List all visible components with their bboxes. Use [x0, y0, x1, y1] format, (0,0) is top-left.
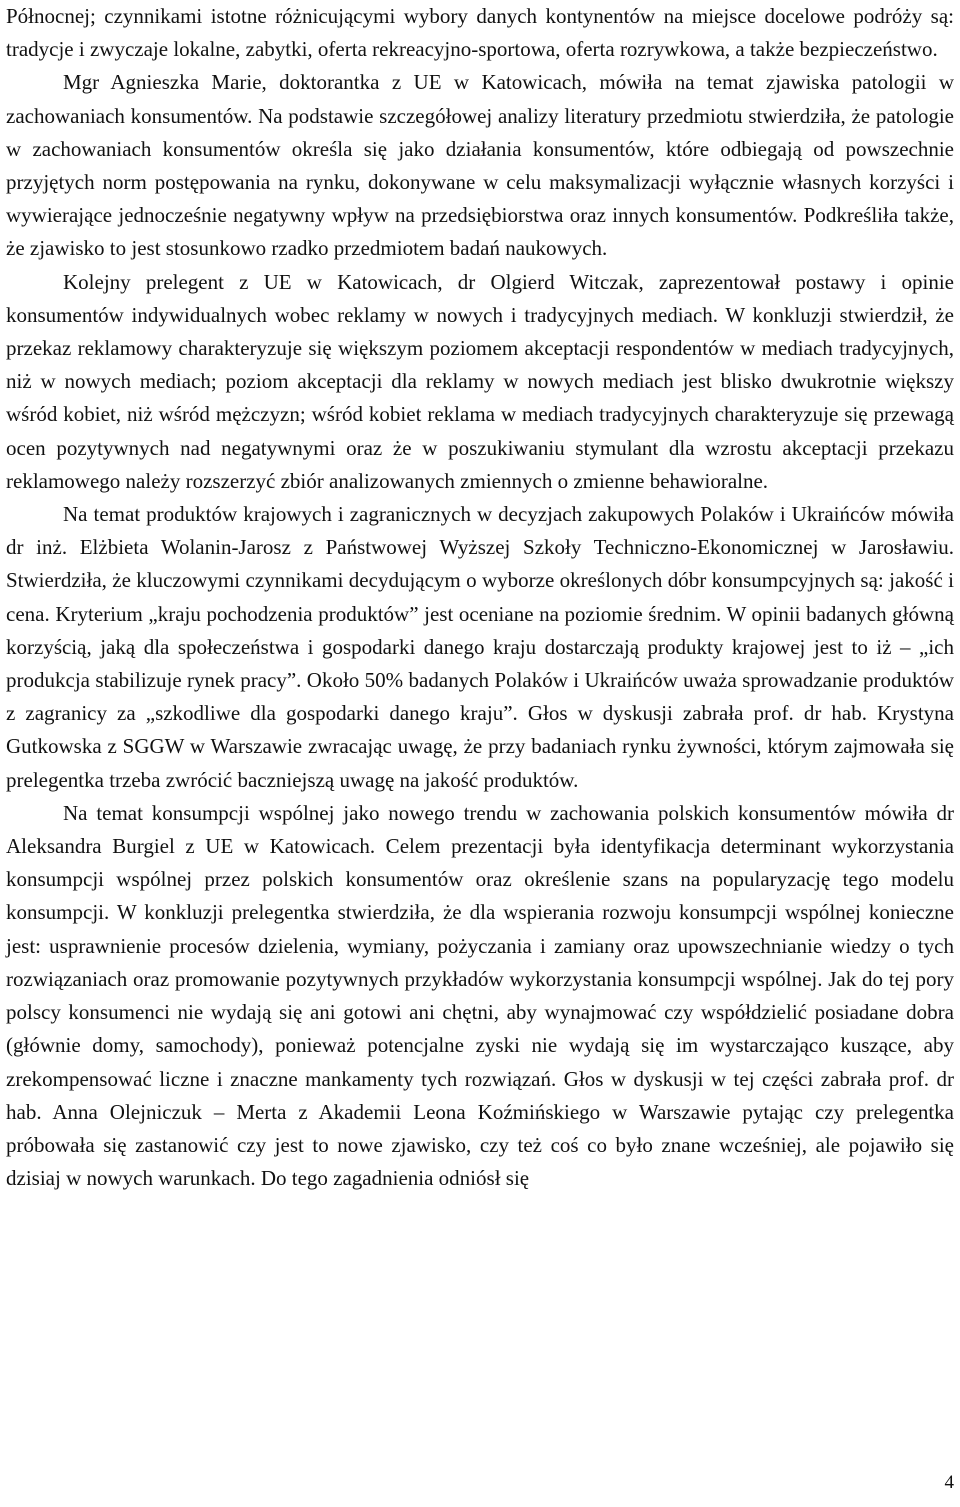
page-number: 4 — [944, 1472, 954, 1493]
paragraph-continuation: Północnej; czynnikami istotne różnicującymi wybory danych kontynentów na miejsce docelowe podróży są: tradycje i zwyczaje lokalne, zabytki, oferta rekreacyjno-sportowa, oferta rozrywkowa, a także bezpieczeństwo. — [6, 4, 954, 62]
paragraph-konsumpcja-wspolna: Na temat konsumpcji wspólnej jako nowego trendu w zachowania polskich konsumentów mówiła dr Aleksandra Burgiel z UE w Katowicach. Celem prezentacji była identyfikacja determinant wykorzystania konsumpcji wspólnej przez polskich konsumentów oraz określenie szans na popularyzację tego modelu konsumpcji. W konkluzji prelegentka stwierdziła, że dla wspierania rozwoju konsumpcji wspólnej konieczne jest: usprawnienie procesów dzielenia, wymiany, pożyczania i zamiany oraz upowszechnianie wiedzy o tych rozwiązaniach oraz promowanie pozytywnych przykładów wykorzystania konsumpcji wspólnej. Jak do tej pory polscy konsumenci nie wydają się ani gotowi ani chętni, aby wynajmować czy współdzielić posiadane dobra (głównie domy, samochody), ponieważ potencjalne zyski nie wydają się im wystarczająco kuszące, aby zrekompensować liczne i znaczne mankamenty tych rozwiązań. Głos w dyskusji w tej części zabrała prof. dr hab. Anna Olejniczuk – Merta z Akademii Leona Koźmińskiego w Warszawie pytając czy prelegentka próbowała się zastanowić czy jest to nowe zjawisko, czy też coś co było znane wcześniej, ale pojawiło się dzisiaj w nowych warunkach. Do tego zagadnienia odniósł się — [6, 800, 954, 1191]
paragraph-patologie: Mgr Agnieszka Marie, doktorantka z UE w Katowicach, mówiła na temat zjawiska patologii w zachowaniach konsumentów. Na podstawie szczegółowej analizy literatury przedmiotu stwierdziła, że patologie w zachowaniach konsumentów określa się jako działania konsumentów, które odbiegają od powszechnie przyjętych norm postępowania na rynku, dokonywane w celu maksymalizacji wyłącznie własnych korzyści i wywierające jednocześnie negatywny wpływ na przedsiębiorstwa oraz innych konsumentów. Podkreśliła także, że zjawisko to jest stosunkowo rzadko przedmiotem badań naukowych. — [6, 70, 954, 261]
paragraph-reklama: Kolejny prelegent z UE w Katowicach, dr Olgierd Witczak, zaprezentował postawy i opinie konsumentów indywidualnych wobec reklamy w nowych i tradycyjnych mediach. W konkluzji stwierdził, że przekaz reklamowy charakteryzuje się większym poziomem akceptacji respondentów w mediach tradycyjnych, niż w nowych mediach; poziom akceptacji dla reklamy w nowych mediach jest blisko dwukrotnie większy wśród kobiet, niż wśród mężczyzn; wśród kobiet reklama w mediach tradycyjnych charakteryzuje się przewagą ocen pozytywnych nad negatywnymi oraz że w poszukiwaniu stymulant dla wzrostu akceptacji przekazu reklamowego należy rozszerzyć zbiór analizowanych zmiennych o zmienne behawioralne. — [6, 269, 954, 493]
paragraph-produkty-krajowe: Na temat produktów krajowych i zagranicznych w decyzjach zakupowych Polaków i Ukraińców mówiła dr inż. Elżbieta Wolanin-Jarosz z Państwowej Wyższej Szkoły Techniczno-Ekonomicznej w Jarosławiu. Stwierdziła, że kluczowymi czynnikami decydującym o wyborze określonych dóbr konsumpcyjnych są: jakość i cena. Kryterium „kraju pochodzenia produktów” jest oceniane na poziomie średnim. W opinii badanych główną korzyścią, jaką dla społeczeństwa i gospodarki danego kraju dostarczają produkty krajowej jest to iż – „ich produkcja stabilizuje rynek pracy”. Około 50% badanych Polaków i Ukraińców uważa sprowadzanie produktów z zagranicy za „szkodliwe dla gospodarki danego kraju”. Głos w dyskusji zabrała prof. dr hab. Krystyna Gutkowska z SGGW w Warszawie zwracając uwagę, że przy badaniach rynku żywności, którym zajmowała się prelegentka trzeba zwrócić baczniejszą uwagę na jakość produktów. — [6, 502, 954, 792]
document-body — [6, 0, 954, 1195]
